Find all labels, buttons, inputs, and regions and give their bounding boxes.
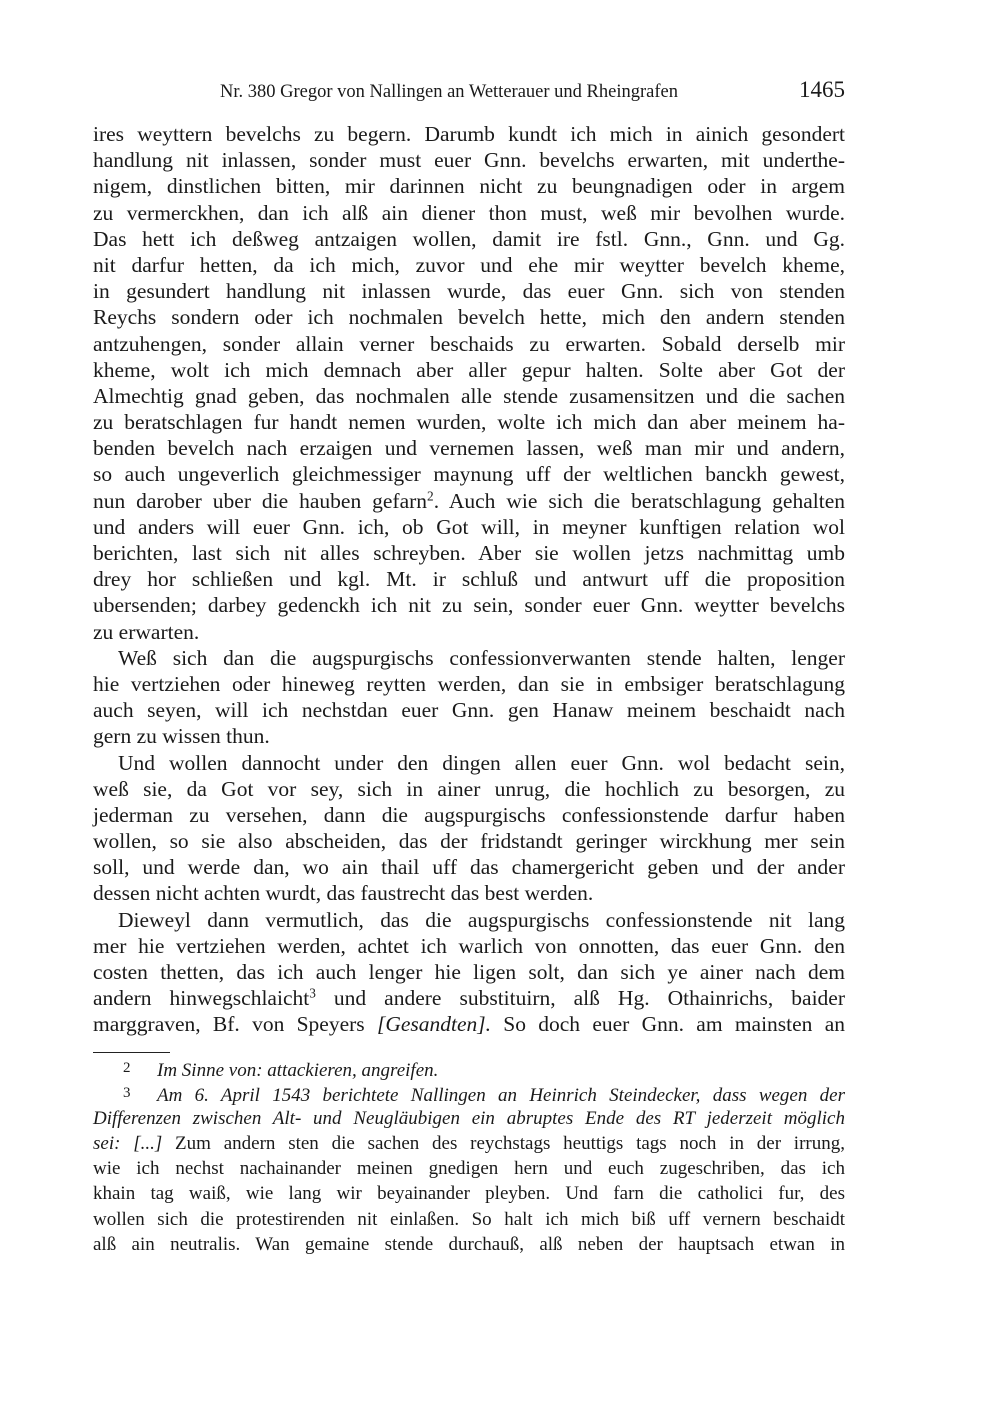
text-line	[93, 959, 845, 985]
text-segment: und anders will euer Gnn. ich, ob Got will, in meyner kunftigen relation wol	[93, 514, 845, 539]
text-line	[93, 200, 845, 226]
text-segment: ires weyttern bevelchs zu begern. Darumb kundt ich mich in ainich gesondert	[93, 122, 845, 146]
text-line	[93, 304, 845, 330]
main-text	[93, 121, 845, 1038]
text-segment: wollen sich die protestirenden nit einlaßen. So halt ich mich biß uff vernern beschaidt	[93, 1208, 845, 1230]
text-line	[93, 933, 845, 959]
text-line	[93, 880, 845, 906]
text-segment: so auch ungeverlich gleichmessiger maynung uff der weltlichen banckh gewest,	[93, 462, 845, 487]
text-segment: drey hor schließen und kgl. Mt. ir schluß und antwurt uff die proposition	[93, 567, 845, 592]
text-segment: Almechtig gnad geben, das nochmalen alle stende zusamensitzen und die sachen	[93, 383, 845, 408]
text-line	[93, 697, 845, 723]
text-line	[93, 331, 845, 357]
footnote-line	[93, 1081, 845, 1106]
text-segment: nit darfur hetten, da ich mich, zuvor und ehe mir weytter bevelch kheme,	[93, 252, 845, 277]
italic-text: Im Sinne von: attackieren, angreifen.	[157, 1059, 439, 1081]
text-segment: . Auch wie sich die beratschlagung gehalten	[433, 488, 845, 513]
text-line	[93, 435, 845, 461]
text-segment: antzuhengen, sonder allain verner beschaids zu erwarten. Sobald derselb mir	[93, 331, 845, 356]
text-line	[93, 147, 845, 173]
text-line	[93, 488, 845, 514]
footnote-line	[93, 1232, 845, 1257]
text-segment: nun darober uber die hauben gefarn	[93, 488, 428, 513]
footnote-reference[interactable]: 2	[427, 488, 434, 504]
italic-text: [Gesandten].	[376, 1012, 492, 1037]
page-number: 1465	[799, 77, 845, 102]
text-line	[93, 907, 845, 933]
text-line	[93, 514, 845, 540]
text-segment: costen thetten, das ich auch lenger hie ligen solt, dan sich ye ainer nach dem	[93, 960, 845, 984]
text-segment: in gesundert handlung nit inlassen wurde, das euer Gnn. sich von stenden	[93, 279, 845, 304]
footnote-line	[93, 1207, 845, 1232]
text-segment: und andere substituirn, alß Hg. Othainrichs, baider	[315, 986, 845, 1011]
text-line	[93, 540, 845, 566]
text-line	[93, 226, 845, 252]
footnote-line	[93, 1181, 845, 1206]
text-segment: dessen nicht achten wurdt, das faustrecht das best werden.	[93, 881, 594, 906]
footnote-line	[93, 1156, 845, 1181]
footnote-number: 2	[123, 1060, 131, 1076]
text-line	[93, 173, 845, 199]
text-segment: Zum andern sten die sachen des reychstags heuttigs tags noch in der irrung,	[162, 1133, 845, 1155]
text-segment: zu beratschlagen fur handt nemen wurden, wolte ich mich dan aber meinem ha-	[93, 410, 845, 435]
text-segment: weß sie, da Got vor sey, sich in ainer unrug, die hochlich zu besorgen, zu	[93, 776, 845, 801]
text-segment: alß ain neutralis. Wan gemaine stende durchauß, alß neben der hauptsach etwan in	[93, 1233, 845, 1255]
footnote-line	[93, 1056, 845, 1081]
text-segment: khain tag waiß, wie lang wir beyainander pleyben. Und farn die catholici fur, des	[93, 1183, 845, 1205]
text-segment: nigem, dinstlichen bitten, mir darinnen nicht zu beungnadigen oder in argem	[93, 174, 845, 199]
text-segment: Und wollen dannocht under den dingen allen euer Gnn. wol bedacht sein,	[118, 750, 845, 775]
text-line	[93, 776, 845, 802]
text-line	[93, 121, 845, 147]
footnotes	[93, 1056, 845, 1257]
text-segment: zu vermerckhen, dan ich alß ain diener thon must, weß mir bevolhen wurde.	[93, 200, 845, 225]
text-segment: So doch euer Gnn. am mainsten an	[491, 1012, 846, 1037]
text-segment: marggraven, Bf. von Speyers	[93, 1012, 377, 1037]
text-line	[93, 671, 845, 697]
text-segment: Weß sich dan die augspurgischs confessionverwanten stende halten, lenger	[118, 645, 845, 670]
text-line	[93, 409, 845, 435]
text-line	[93, 828, 845, 854]
footnote-reference[interactable]: 3	[309, 985, 316, 1001]
text-segment: handlung nit inlassen, sonder must euer Gnn. bevelchs erwarten, mit underthe-	[93, 148, 845, 173]
text-line	[93, 723, 845, 749]
text-segment: Reychs sondern oder ich nochmalen bevelch hette, mich den andern stenden	[93, 305, 845, 330]
text-segment: wie ich nechst nachainander meinen gnedigen hern und euch zugeschriben, das ich	[93, 1158, 845, 1180]
text-line	[93, 645, 845, 671]
text-segment: jederman zu versehen, dann die augspurgischs confessionstende darfur haben	[93, 802, 845, 827]
text-segment: ubersenden; darbey gedenckh ich nit zu sein, sonder euer Gnn. weytter bevelchs	[93, 593, 845, 618]
text-line	[93, 357, 845, 383]
text-segment: kheme, wolt ich mich demnach aber aller gepur halten. Solte aber Got der	[93, 357, 845, 382]
italic-text: sei: [...]	[93, 1133, 163, 1155]
text-line	[93, 854, 845, 880]
text-segment: Das hett ich deßweg antzaigen wollen, damit ire fstl. Gnn., Gnn. und Gg.	[93, 226, 845, 251]
text-segment: soll, und werde dan, wo ain thail uff das chamergericht geben und der ander	[93, 855, 845, 880]
text-segment: auch seyen, will ich nechstdan euer Gnn. gen Hanaw meinem beschaidt nach	[93, 698, 845, 723]
text-segment: hie vertziehen oder hineweg reytten werden, dan sie in embsiger beratschlagung	[93, 671, 845, 696]
footnote-line	[93, 1106, 845, 1131]
italic-text: Am 6. April 1543 berichtete Nallingen an Heinrich Steindecker, dass wegen der	[157, 1084, 845, 1106]
text-segment: berichten, last sich nit alles schreyben. Aber sie wollen jetzs nachmittag umb	[93, 541, 845, 565]
text-line	[93, 252, 845, 278]
text-line	[93, 592, 845, 618]
running-title: Nr. 380 Gregor von Nallingen an Wetterauer und Rheingrafen	[220, 82, 678, 102]
text-segment: gern zu wissen thun.	[93, 724, 270, 749]
text-line	[93, 1011, 845, 1037]
text-line	[93, 566, 845, 592]
text-line	[93, 750, 845, 776]
text-line	[93, 383, 845, 409]
running-header	[93, 77, 845, 110]
footnote-rule	[93, 1052, 170, 1053]
text-segment: Dieweyl dann vermutlich, das die augspurgischs confessionstende nit lang	[118, 907, 845, 932]
text-line	[93, 278, 845, 304]
italic-text: Differenzen zwischen Alt- und Neugläubigen ein abruptes Ende des RT jederzeit möglich	[93, 1108, 845, 1130]
footnote-line	[93, 1131, 845, 1156]
text-segment: mer hie vertziehen werden, achtet ich warlich von onnotten, das euer Gnn. den	[93, 933, 845, 958]
text-segment: andern hinwegschlaicht	[93, 986, 310, 1011]
text-segment: benden bevelch nach erzaigen und vernemen lassen, weß man mir und andern,	[93, 436, 845, 461]
text-line	[93, 461, 845, 487]
text-segment: wollen, so sie also abscheiden, das der fridstandt geringer wirckhung mer sein	[93, 829, 845, 854]
text-line	[93, 619, 845, 645]
text-line	[93, 985, 845, 1011]
footnote-number: 3	[123, 1085, 131, 1102]
text-segment: zu erwarten.	[93, 619, 200, 644]
text-line	[93, 802, 845, 828]
